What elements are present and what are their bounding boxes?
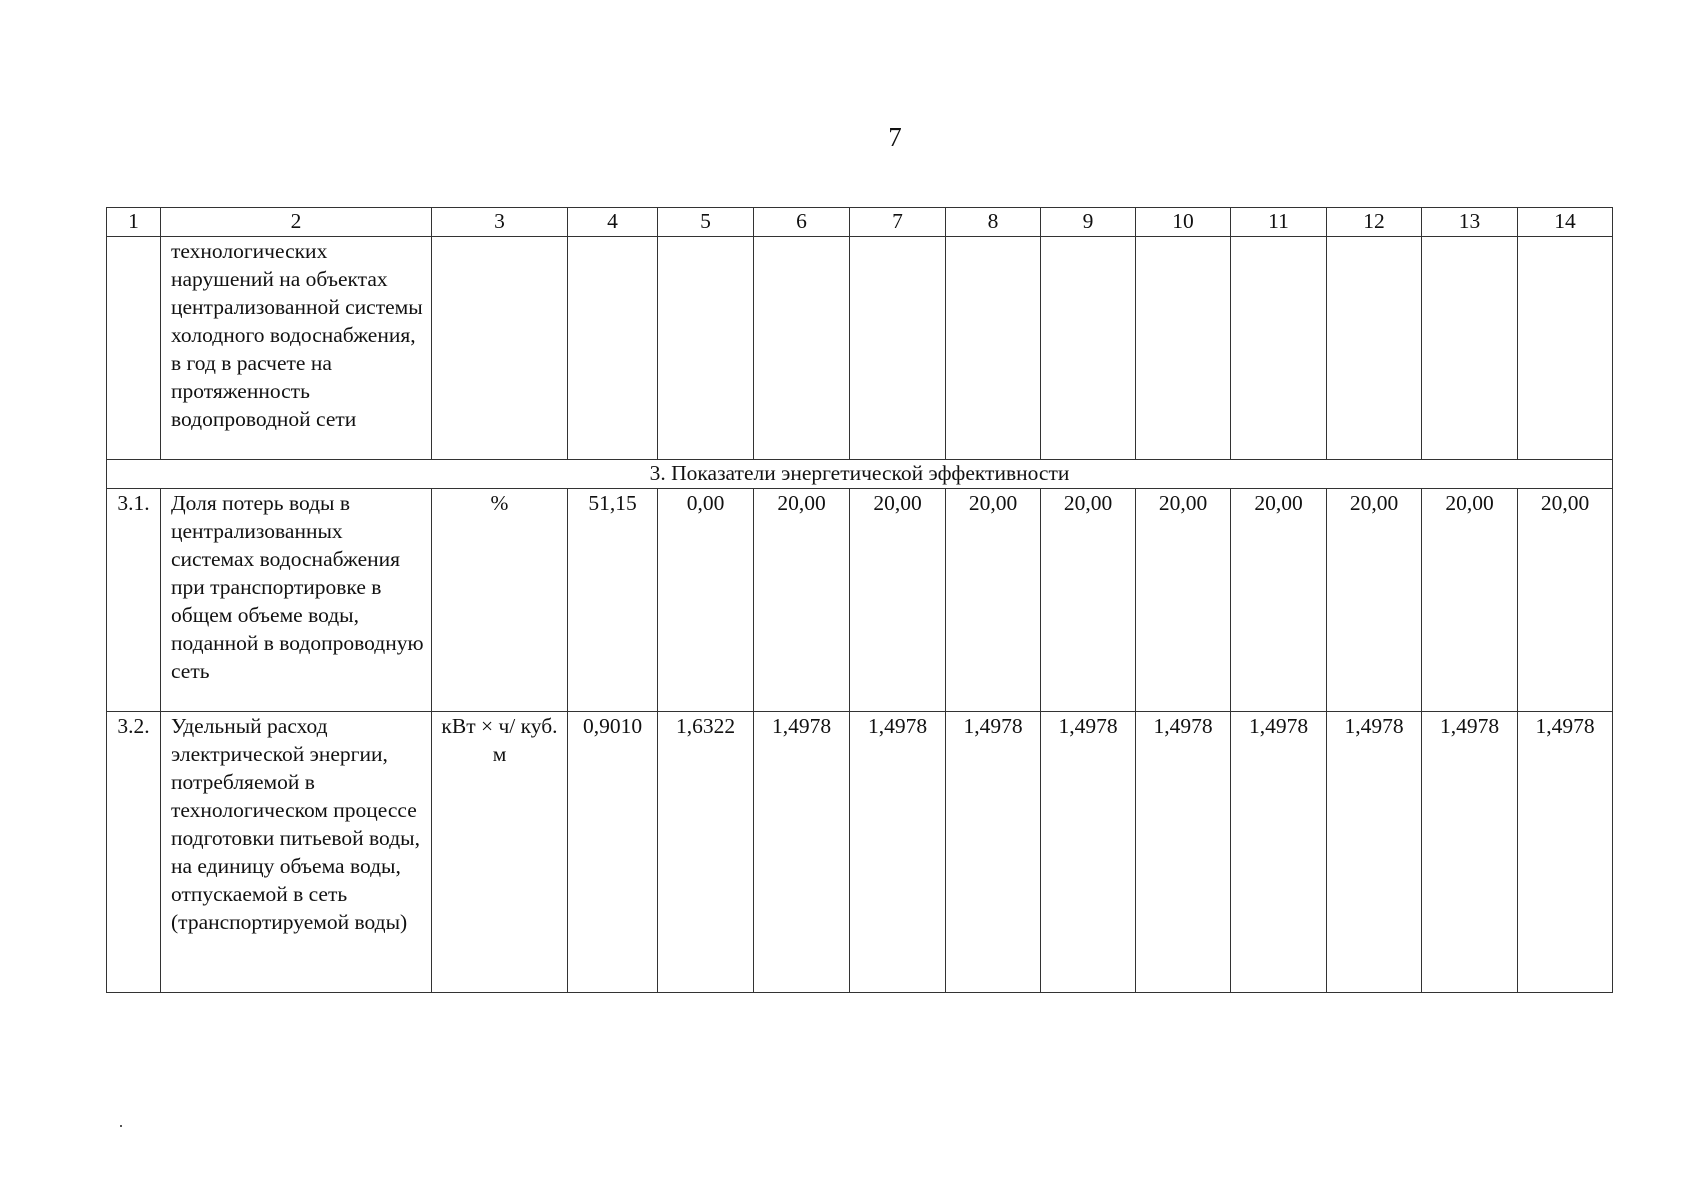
value-cell [1518, 237, 1613, 460]
column-number: 1 [107, 208, 161, 237]
value-cell [850, 237, 946, 460]
indicators-table [106, 207, 1613, 993]
table-row-continuation [107, 237, 1613, 460]
column-number: 5 [658, 208, 754, 237]
column-number: 12 [1327, 208, 1422, 237]
value-cell: 51,15 [568, 489, 658, 712]
value-cell: 0,9010 [568, 712, 658, 993]
column-number: 11 [1231, 208, 1327, 237]
value-cell [1136, 237, 1231, 460]
value-cell: 1,4978 [946, 712, 1041, 993]
table-row-3-2 [107, 712, 1613, 993]
value-cell: 1,4978 [1041, 712, 1136, 993]
value-cell: 20,00 [1136, 489, 1231, 712]
value-cell [754, 237, 850, 460]
value-cell: 20,00 [850, 489, 946, 712]
column-number: 6 [754, 208, 850, 237]
column-number: 9 [1041, 208, 1136, 237]
value-cell: 1,4978 [1422, 712, 1518, 993]
value-cell: 1,4978 [850, 712, 946, 993]
value-cell [1422, 237, 1518, 460]
unit-cell: % [432, 489, 568, 712]
indicator-name: Доля потерь воды в централизованных системах водоснабжения при транспортировке в общем объеме воды, поданной в водопроводную сеть [161, 489, 432, 712]
table-row-3-1 [107, 489, 1613, 712]
value-cell [1327, 237, 1422, 460]
value-cell: 20,00 [1518, 489, 1613, 712]
value-cell [568, 237, 658, 460]
value-cell [1041, 237, 1136, 460]
scan-speck [120, 1125, 122, 1127]
page-number: 7 [888, 122, 902, 152]
value-cell: 1,6322 [658, 712, 754, 993]
column-number: 4 [568, 208, 658, 237]
indicator-name: технологических нарушений на объектах централизованной системы холодного водоснабжения, в год в расчете на протяженность водопроводной сети [161, 237, 432, 460]
value-cell: 1,4978 [1518, 712, 1613, 993]
column-number: 7 [850, 208, 946, 237]
column-number-row [107, 208, 1613, 237]
column-number: 8 [946, 208, 1041, 237]
value-cell: 20,00 [1231, 489, 1327, 712]
value-cell: 1,4978 [1327, 712, 1422, 993]
value-cell: 20,00 [754, 489, 850, 712]
value-cell: 20,00 [1422, 489, 1518, 712]
value-cell: 20,00 [1041, 489, 1136, 712]
column-number: 3 [432, 208, 568, 237]
value-cell: 1,4978 [754, 712, 850, 993]
value-cell [658, 237, 754, 460]
column-number: 13 [1422, 208, 1518, 237]
column-number: 14 [1518, 208, 1613, 237]
table-body [107, 208, 1613, 993]
value-cell [1231, 237, 1327, 460]
row-number [107, 237, 161, 460]
row-number: 3.2. [107, 712, 161, 993]
value-cell: 1,4978 [1136, 712, 1231, 993]
section-3-title: 3. Показатели энергетической эффективности [107, 460, 1613, 489]
value-cell: 0,00 [658, 489, 754, 712]
value-cell [946, 237, 1041, 460]
value-cell: 20,00 [946, 489, 1041, 712]
section-row [107, 460, 1613, 489]
unit-cell: кВт × ч/ куб. м [432, 712, 568, 993]
column-number: 10 [1136, 208, 1231, 237]
row-number: 3.1. [107, 489, 161, 712]
value-cell: 1,4978 [1231, 712, 1327, 993]
indicator-name: Удельный расход электрической энергии, потребляемой в технологическом процессе подготовки питьевой воды, на единицу объема воды, отпускаемой в сеть (транспортируемой воды) [161, 712, 432, 993]
column-number: 2 [161, 208, 432, 237]
value-cell: 20,00 [1327, 489, 1422, 712]
unit-cell [432, 237, 568, 460]
